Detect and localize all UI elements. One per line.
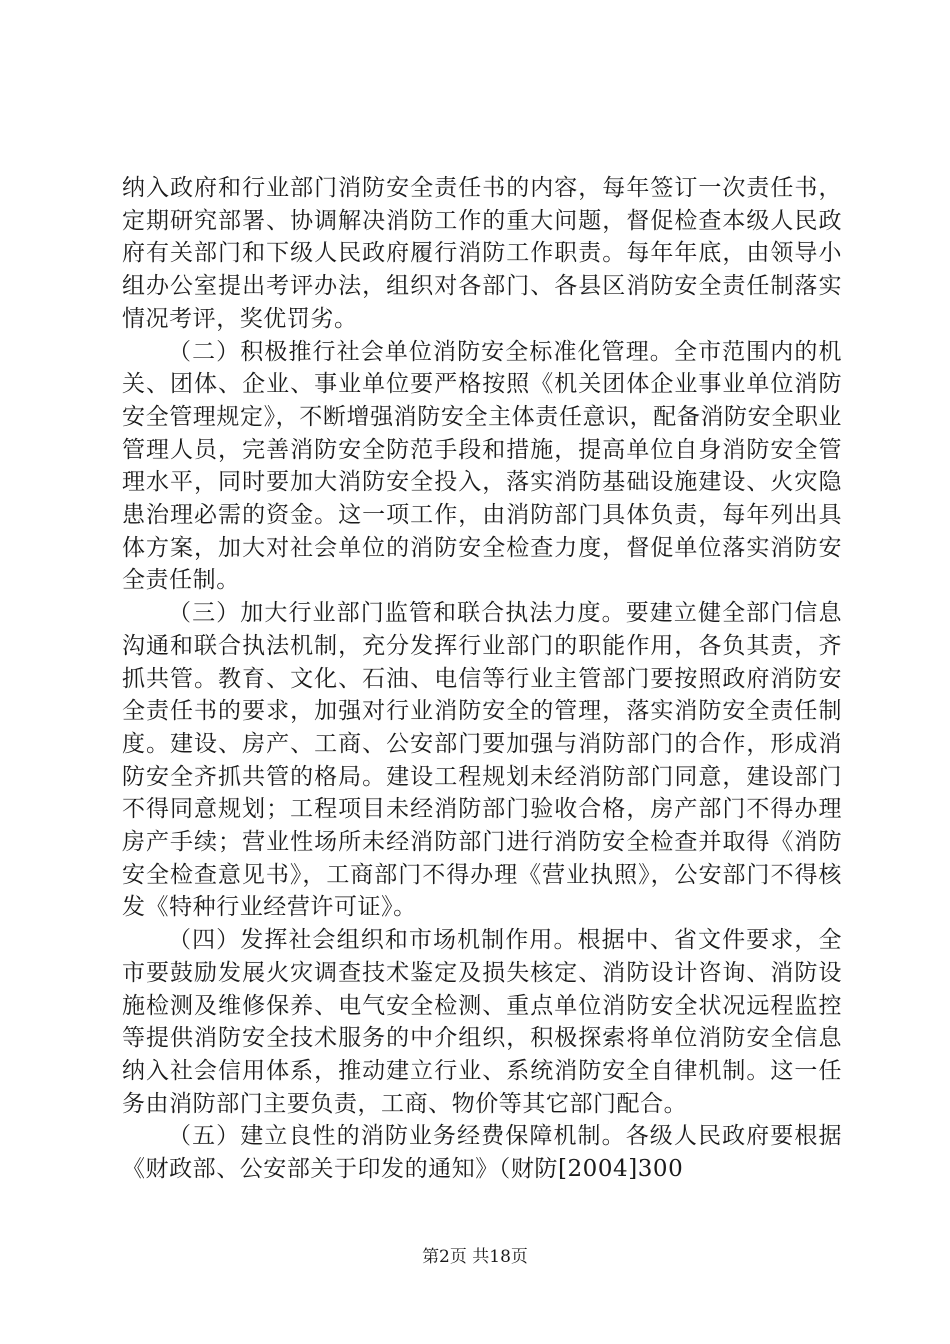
paragraph-5: （五）建立良性的消防业务经费保障机制。各级人民政府要根据《财政部、公安部关于印发的通知》（财防[2004]300: [122, 1123, 842, 1183]
paragraph-2: （二）积极推行社会单位消防安全标准化管理。全市范围内的机关、团体、企业、事业单位要严格按照《机关团体企业事业单位消防安全管理规定》，不断增强消防安全主体责任意识，配备消防安全职业管理人员，完善消防安全防范手段和措施，提高单位自身消防安全管理水平，同时要加大消防安全投入，落实消防基础设施建设、火灾隐患治理必需的资金。这一项工作，由消防部门具体负责，每年列出具体方案，加大对社会单位的消防安全检查力度，督促单位落实消防安全责任制。: [122, 338, 842, 594]
page-number-indicator: 第2页 共18页: [422, 1247, 528, 1267]
document-body: [122, 172, 842, 1186]
paragraph-3: （三）加大行业部门监管和联合执法力度。要建立健全部门信息沟通和联合执法机制，充分发挥行业部门的职能作用，各负其责，齐抓共管。教育、文化、石油、电信等行业主管部门要按照政府消防安全责任书的要求，加强对行业消防安全的管理，落实消防安全责任制度。建设、房产、工商、公安部门要加强与消防部门的合作，形成消防安全齐抓共管的格局。建设工程规划未经消防部门同意，建设部门不得同意规划；工程项目未经消防部门验收合格，房产部门不得办理房产手续；营业性场所未经消防部门进行消防安全检查并取得《消防安全检查意见书》，工商部门不得办理《营业执照》，公安部门不得核发《特种行业经营许可证》。: [122, 600, 842, 921]
paragraph-1: 纳入政府和行业部门消防安全责任书的内容，每年签订一次责任书，定期研究部署、协调解决消防工作的重大问题，督促检查本级人民政府有关部门和下级人民政府履行消防工作职责。每年年底，由领导小组办公室提出考评办法，组织对各部门、各县区消防安全责任制落实情况考评，奖优罚劣。: [122, 175, 842, 332]
paragraph-4: （四）发挥社会组织和市场机制作用。根据中、省文件要求，全市要鼓励发展火灾调查技术鉴定及损失核定、消防设计咨询、消防设施检测及维修保养、电气安全检测、重点单位消防安全状况远程监控等提供消防安全技术服务的中介组织，积极探索将单位消防安全信息纳入社会信用体系，推动建立行业、系统消防安全自律机制。这一任务由消防部门主要负责，工商、物价等其它部门配合。: [122, 927, 842, 1117]
page-footer: [0, 1242, 950, 1267]
